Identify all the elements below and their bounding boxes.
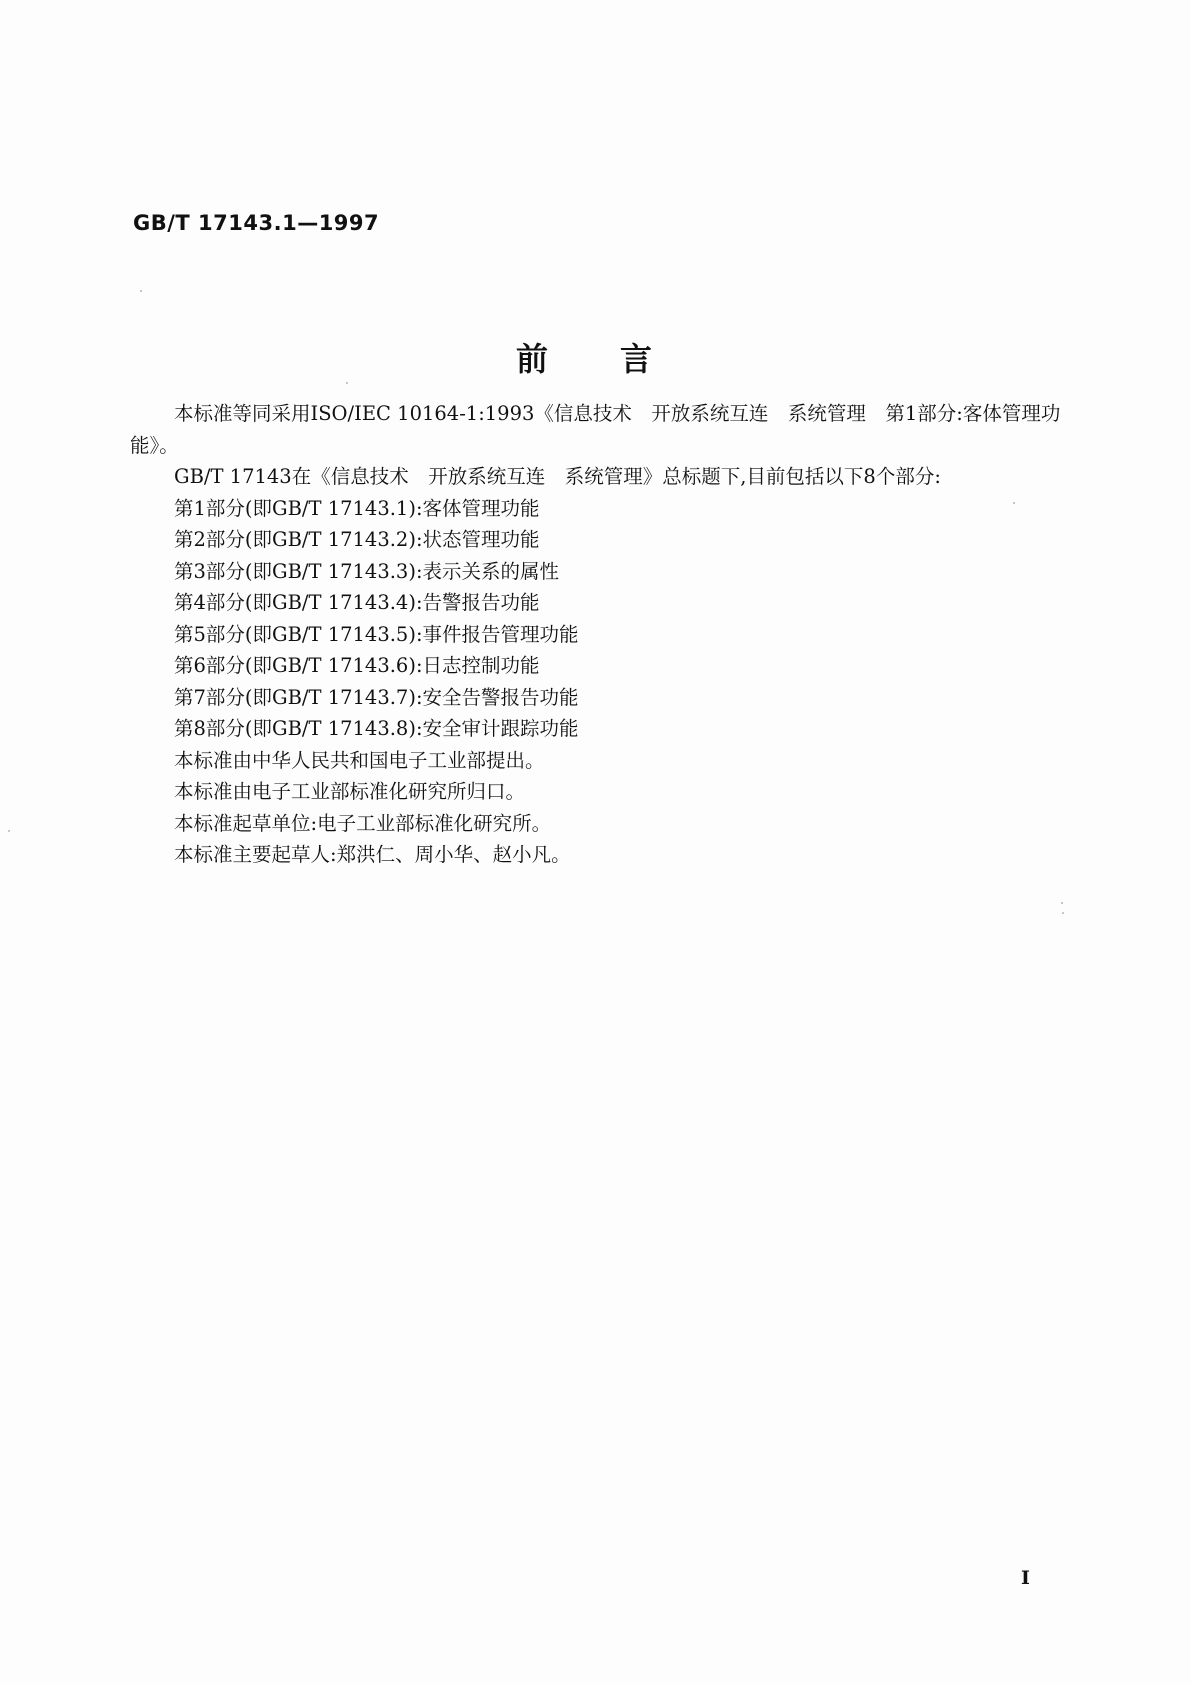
page-number: I bbox=[1021, 1567, 1030, 1589]
part-item: 第3部分(即GB/T 17143.3):表示关系的属性 bbox=[174, 559, 560, 583]
scan-speck bbox=[8, 830, 10, 832]
scan-speck bbox=[346, 382, 348, 384]
drafting-unit-line: 本标准起草单位:电子工业部标准化研究所。 bbox=[174, 811, 552, 835]
scan-speck bbox=[1062, 912, 1064, 914]
part-item: 第4部分(即GB/T 17143.4):告警报告功能 bbox=[174, 591, 540, 614]
part-item: 第7部分(即GB/T 17143.7):安全告警报告功能 bbox=[174, 685, 579, 709]
series-intro: GB/T 17143在《信息技术 开放系统互连 系统管理》总标题下,目前包括以下8个部分: bbox=[174, 465, 941, 488]
part-item: 第8部分(即GB/T 17143.8):安全审计跟踪功能 bbox=[174, 717, 579, 740]
scan-speck bbox=[140, 290, 142, 292]
administrator-line: 本标准由电子工业部标准化研究所归口。 bbox=[174, 780, 526, 803]
part-item: 第5部分(即GB/T 17143.5):事件报告管理功能 bbox=[174, 622, 579, 646]
preface-body bbox=[130, 398, 1085, 871]
proposer-line: 本标准由中华人民共和国电子工业部提出。 bbox=[174, 748, 545, 772]
part-item: 第6部分(即GB/T 17143.6):日志控制功能 bbox=[174, 654, 540, 677]
intro-paragraph: 本标准等同采用ISO/IEC 10164-1:1993《信息技术 开放系统互连 系统管理 第1部分:客体管理功能》。 bbox=[130, 402, 1061, 457]
standard-code: GB/T 17143.1—1997 bbox=[133, 211, 380, 235]
scan-speck bbox=[1013, 502, 1015, 504]
section-title: 前言 bbox=[516, 340, 725, 378]
drafters-line: 本标准主要起草人:郑洪仁、周小华、赵小凡。 bbox=[174, 843, 571, 866]
scan-speck bbox=[1061, 902, 1063, 904]
part-item: 第1部分(即GB/T 17143.1):客体管理功能 bbox=[174, 496, 540, 520]
part-item: 第2部分(即GB/T 17143.2):状态管理功能 bbox=[174, 528, 540, 551]
